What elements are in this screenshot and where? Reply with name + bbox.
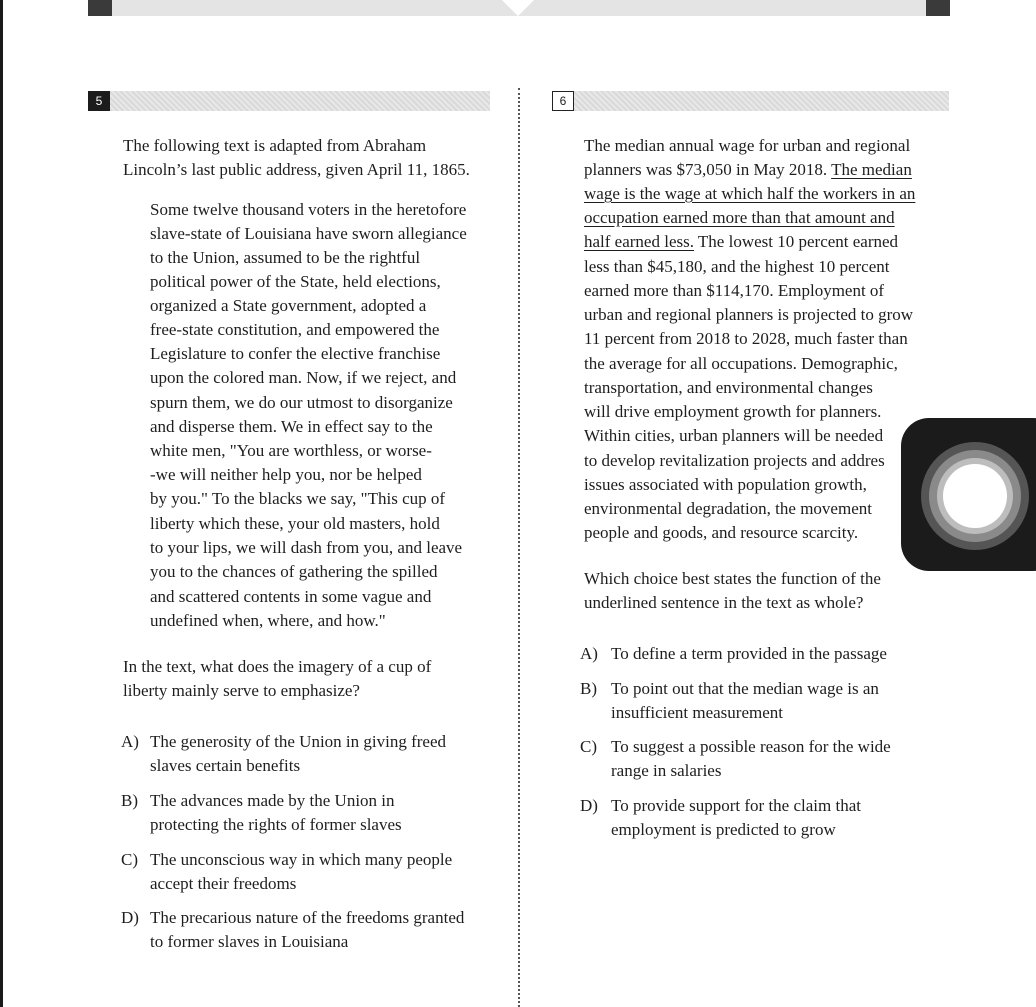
passage-line: environmental degradation, the movement — [584, 499, 872, 518]
choice-text: The generosity of the Union in giving freed — [150, 732, 447, 751]
passage-line: the average for all occupations. Demographic, — [584, 354, 898, 373]
choice-text: To suggest a possible reason for the wide — [611, 737, 891, 756]
passage-line: liberty which these, your old masters, hold — [150, 514, 440, 533]
passage-line: Within cities, urban planners will be needed — [584, 426, 884, 445]
passage-text: planners was $73,050 in May 2018. — [584, 160, 832, 179]
question-line: In the text, what does the imagery of a cup of — [123, 657, 432, 676]
choice-letter: A) — [121, 732, 139, 751]
underlined-sentence: occupation earned more than that amount and — [584, 208, 895, 227]
question-5-number: 5 — [88, 91, 110, 111]
passage-line: transportation, and environmental changes — [584, 378, 873, 397]
passage-line: people and goods, and resource scarcity. — [584, 523, 859, 542]
passage-line: Legislature to confer the elective franchise — [150, 344, 441, 363]
intro-line: The following text is adapted from Abraham — [123, 136, 427, 155]
choice-letter: B) — [121, 791, 138, 810]
choice-letter: B) — [580, 679, 597, 698]
passage-line: less than $45,180, and the highest 10 percent — [584, 257, 890, 276]
passage-line: earned more than $114,170. Employment of — [584, 281, 885, 300]
question-line: underlined sentence in the text as whole? — [584, 593, 864, 612]
passage-line: white men, "You are worthless, or worse- — [150, 441, 432, 460]
choice-text: range in salaries — [611, 761, 722, 780]
passage-line: to develop revitalization projects and addres — [584, 451, 885, 470]
question-5-header — [88, 91, 490, 111]
passage-line: you to the chances of gathering the spilled — [150, 562, 438, 581]
passage-line: undefined when, where, and how." — [150, 611, 386, 630]
passage-line: upon the colored man. Now, if we reject, and — [150, 368, 457, 387]
question-line: Which choice best states the function of the — [584, 569, 881, 588]
passage-line: The median annual wage for urban and regional — [584, 136, 911, 155]
choice-text: To define a term provided in the passage — [611, 644, 887, 663]
underlined-sentence: half earned less. — [584, 232, 694, 251]
choice-text: to former slaves in Louisiana — [150, 932, 349, 951]
intro-line: Lincoln’s last public address, given April 11, 1865. — [123, 160, 470, 179]
passage-line: by you." To the blacks we say, "This cup of — [150, 489, 446, 508]
passage-line: to the Union, assumed to be the rightful — [150, 248, 421, 267]
assistive-touch-core — [943, 464, 1007, 528]
choice-letter: C) — [580, 737, 597, 756]
choice-text: employment is predicted to grow — [611, 820, 836, 839]
choice-text: The advances made by the Union in — [150, 791, 395, 810]
choice-text: slaves certain benefits — [150, 756, 301, 775]
choice-letter: A) — [580, 644, 598, 663]
passage-line: to your lips, we will dash from you, and leave — [150, 538, 463, 557]
passage-text: The lowest 10 percent earned — [693, 232, 899, 251]
top-bar-left-cap — [88, 0, 112, 16]
choice-text: insufficient measurement — [611, 703, 783, 722]
choice-letter: D) — [580, 796, 598, 815]
top-page-bar — [88, 0, 950, 16]
passage-line: Some twelve thousand voters in the heretofore — [150, 200, 467, 219]
top-bar-right-cap — [926, 0, 950, 16]
passage-line: slave-state of Louisiana have sworn allegiance — [150, 224, 467, 243]
underlined-sentence: The median — [831, 160, 912, 179]
choice-text: The precarious nature of the freedoms granted — [150, 908, 465, 927]
passage-line — [584, 158, 912, 182]
choice-letter: D) — [121, 908, 139, 927]
question-6-number: 6 — [552, 91, 574, 111]
choice-text: To provide support for the claim that — [611, 796, 861, 815]
passage-line: organized a State government, adopted a — [150, 296, 427, 315]
choice-letter: C) — [121, 850, 138, 869]
question-6-header — [552, 91, 949, 111]
question-line: liberty mainly serve to emphasize? — [123, 681, 360, 700]
passage-line: and disperse them. We in effect say to the — [150, 417, 433, 436]
assistive-touch-icon[interactable] — [921, 442, 1029, 550]
choice-text: To point out that the median wage is an — [611, 679, 879, 698]
choice-text: accept their freedoms — [150, 874, 297, 893]
passage-line: political power of the State, held elections, — [150, 272, 441, 291]
passage-line: issues associated with population growth, — [584, 475, 867, 494]
left-edge — [0, 0, 3, 1007]
underlined-sentence: wage is the wage at which half the workers in an — [584, 184, 916, 203]
passage-line: 11 percent from 2018 to 2028, much faster than — [584, 329, 908, 348]
passage-line: spurn them, we do our utmost to disorganize — [150, 393, 453, 412]
column-divider — [518, 88, 520, 1007]
passage-line: and scattered contents in some vague and — [150, 587, 432, 606]
assistive-touch-panel[interactable] — [901, 418, 1036, 571]
passage-line — [584, 230, 898, 254]
top-bar-notch — [502, 0, 534, 16]
passage-line: urban and regional planners is projected to grow — [584, 305, 914, 324]
choice-text: The unconscious way in which many people — [150, 850, 453, 869]
passage-line: will drive employment growth for planners. — [584, 402, 882, 421]
passage-line: -we will neither help you, nor be helped — [150, 465, 422, 484]
choice-text: protecting the rights of former slaves — [150, 815, 402, 834]
passage-line: free-state constitution, and empowered the — [150, 320, 440, 339]
